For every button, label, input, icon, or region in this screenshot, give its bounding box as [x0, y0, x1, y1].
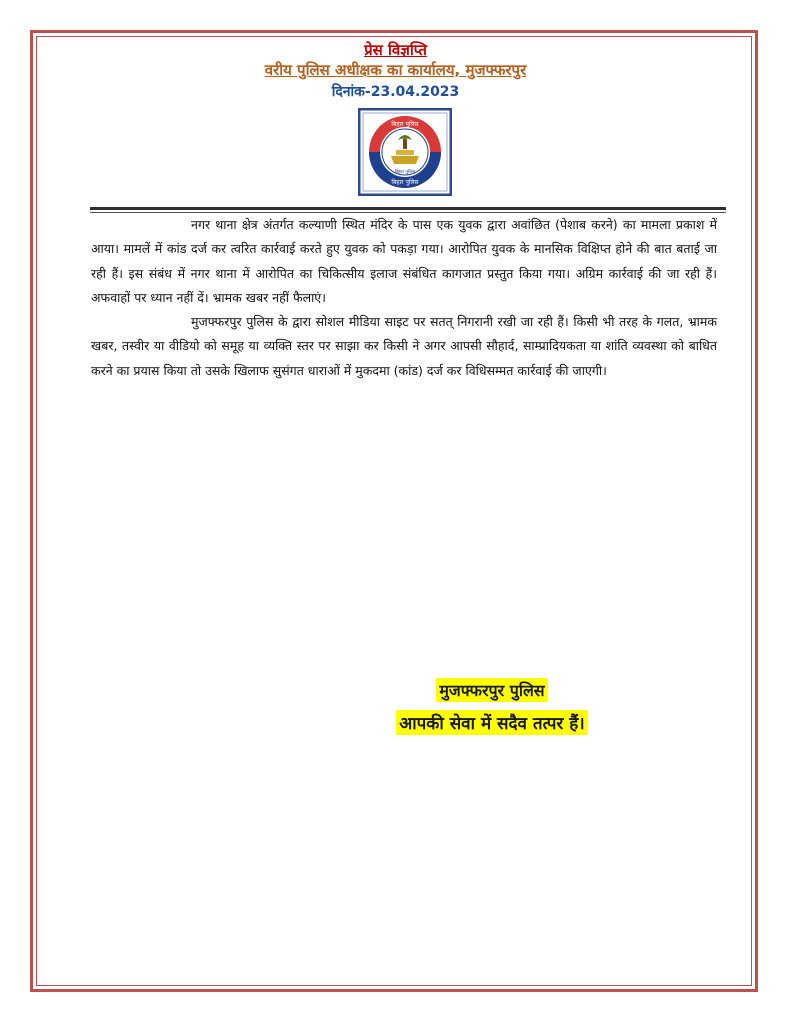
body-paragraph-1: नगर थाना क्षेत्र अंतर्गत कल्याणी स्थित मंदिर के पास एक युवक द्वारा अवांछित (पेशाब करने) का मामला प्रकाश में आया। मामलें में कांड दर्ज कर त्वरित कार्रवाई करते हुए युवक को पकड़ा गया। आरोपित युवक के मानसिक विक्षिप्त होने की बात बताई जा रही हैं। इस संबंध में नगर थाना में आरोपित का चिकित्सीय इलाज संबंधित कागजात प्रस्तुत किया गया। अग्रिम कार्रवाई की जा रही हैं। अफवाहों पर ध्यान नहीं दें। भ्रामक खबर नहीं फैलाएं। — [91, 217, 717, 305]
emblem-bottom-text: बिहार पुलिस — [391, 179, 419, 186]
bihar-police-emblem-icon — [358, 108, 452, 196]
press-release-title: प्रेस विज्ञप्ति — [364, 41, 427, 59]
office-name: वरीय पुलिस अधीक्षक का कार्यालय, मुजफ्फरपुर — [264, 61, 527, 79]
signature-motto: आपकी सेवा में सदैव तत्पर हैं। — [396, 710, 587, 735]
emblem-top-text: बिहार पुलिस — [391, 121, 419, 128]
header-divider-thick — [90, 207, 726, 210]
signature-block — [372, 678, 612, 735]
press-release-body — [91, 213, 717, 383]
signature-police-name: मुजफ्फरपुर पुलिस — [436, 678, 547, 702]
release-date: दिनांक-23.04.2023 — [331, 84, 460, 100]
body-paragraph-2: मुजफ्फरपुर पुलिस के द्वारा सोशल मीडिया साइट पर सतत् निगरानी रखी जा रही हैं। किसी भी तरह के गलत, भ्रामक खबर, तस्वीर या वीडियो को समूह या व्यक्ति स्तर पर साझा कर किसी ने अगर आपसी सौहार्द, साम्प्रादियकता या शांति व्यवस्था को बाधित करने का प्रयास किया तो उसके खिलाफ सुसंगत धाराओं में मुकदमा (कांड) दर्ज कर विधिसम्मत कार्रवाई की जाएगी। — [91, 314, 717, 378]
emblem-center-text: बिहार पुलिस — [394, 170, 416, 175]
